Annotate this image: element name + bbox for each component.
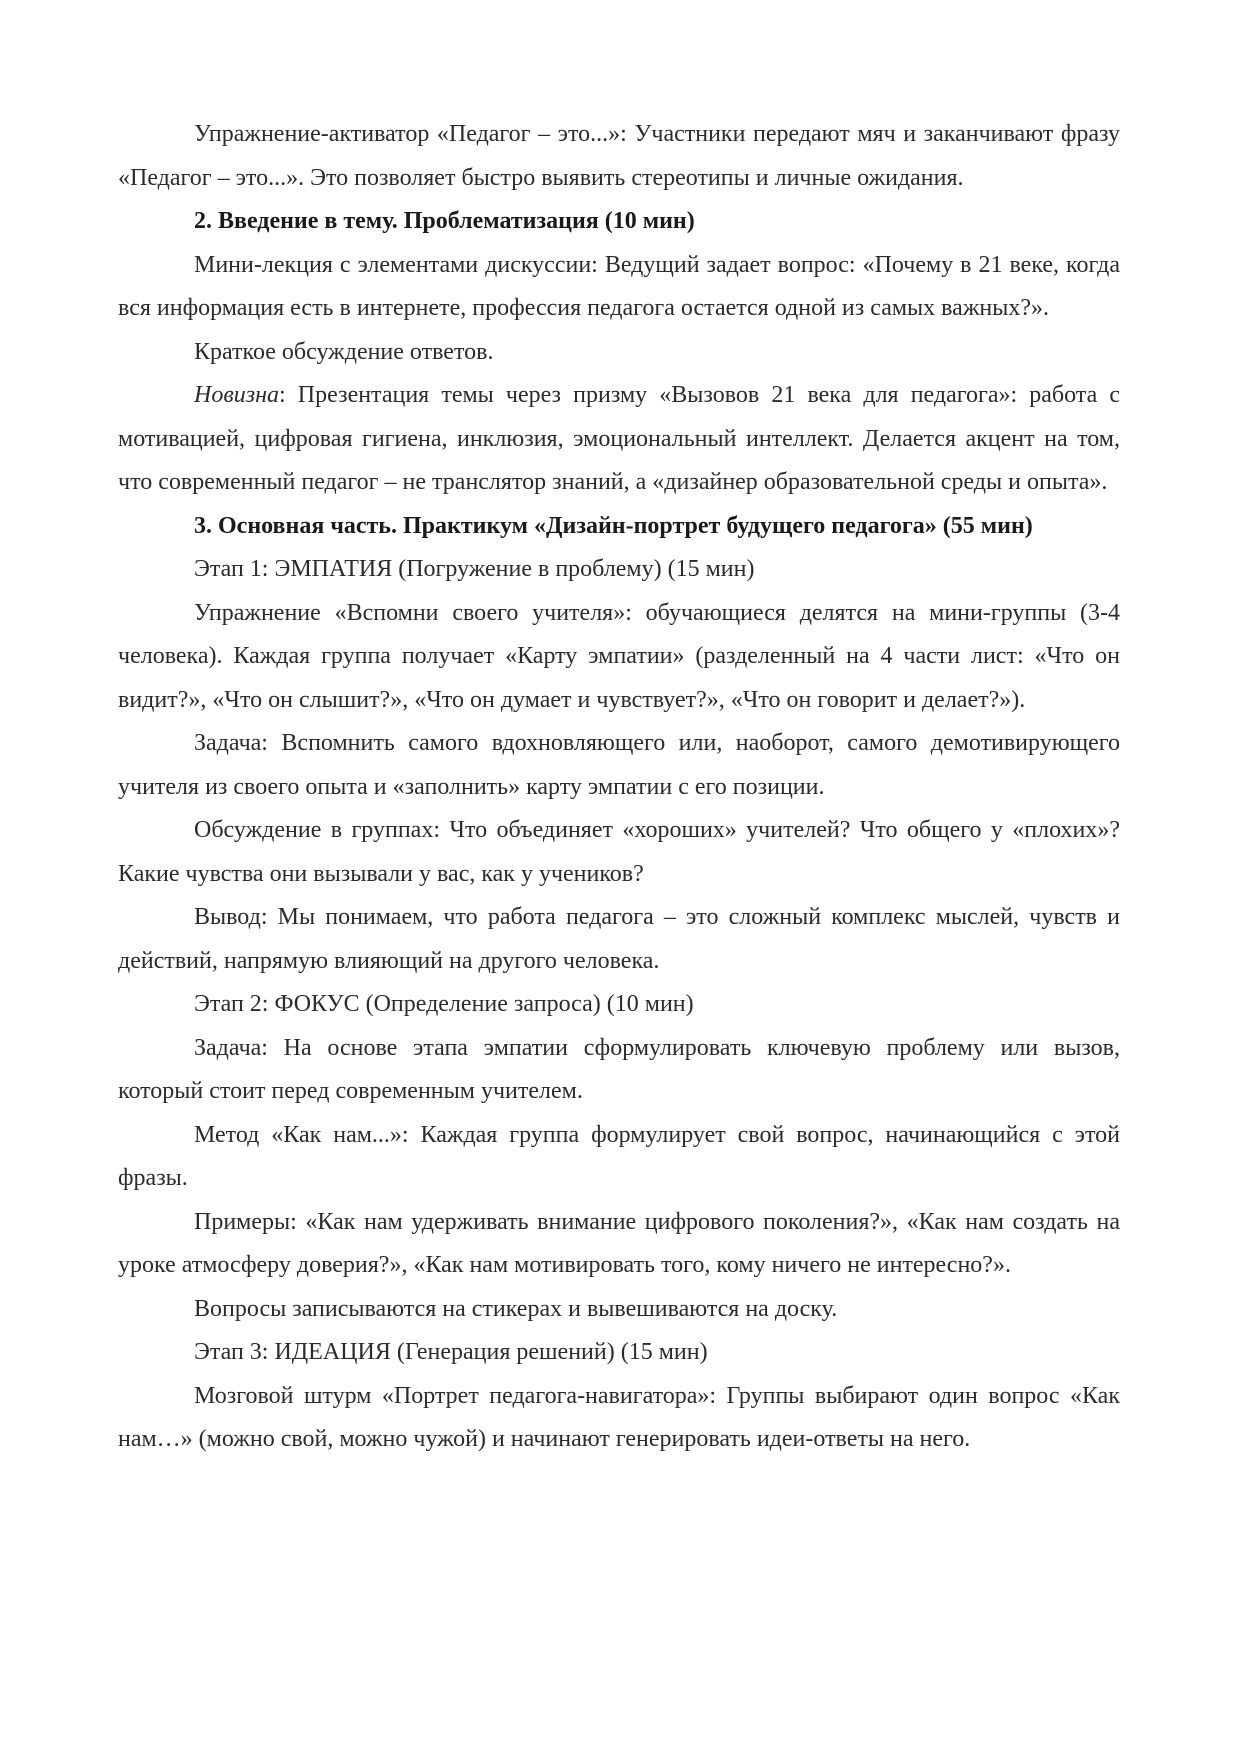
- paragraph-stickers: Вопросы записываются на стикерах и вывешиваются на доску.: [194, 1295, 838, 1322]
- paragraph-brainstorm: Мозговой штурм «Портрет педагога-навигатора»: Группы выбирают один вопрос «Как нам…» (можно свой, можно чужой) и начинают генерировать идеи-ответы на него.: [118, 1382, 1120, 1452]
- paragraph-novelty: [118, 374, 1120, 505]
- paragraph-examples: Примеры: «Как нам удерживать внимание цифрового поколения?», «Как нам создать на уроке атмосферу доверия?», «Как нам мотивировать того, кому ничего не интересно?».: [118, 1208, 1120, 1278]
- paragraph-how-we-method: Метод «Как нам...»: Каждая группа формулирует свой вопрос, начинающийся с этой фразы.: [118, 1121, 1120, 1191]
- paragraph-mini-lecture: Мини-лекция с элементами дискуссии: Ведущий задает вопрос: «Почему в 21 веке, когда вся информация есть в интернете, профессия педагога остается одной из самых важных?».: [118, 251, 1120, 321]
- section-heading-main-part: 3. Основная часть. Практикум «Дизайн-портрет будущего педагога» (55 мин): [194, 512, 1033, 539]
- paragraph-discussion: Краткое обсуждение ответов.: [194, 338, 494, 365]
- stage-1-title: Этап 1: ЭМПАТИЯ (Погружение в проблему) (15 мин): [194, 556, 755, 582]
- novelty-text: : Презентация темы через призму «Вызовов 21 века для педагога»: работа с мотивацией, цифровая гигиена, инклюзия, эмоциональный интеллект. Делается акцент на том, что современный педагог – не транслятор знаний, а «дизайнер образовательной среды и опыта».: [118, 382, 1120, 495]
- paragraph-conclusion: Вывод: Мы понимаем, что работа педагога – это сложный комплекс мыслей, чувств и действий, напрямую влияющий на другого человека.: [118, 904, 1120, 974]
- novelty-label: Новизна: [194, 382, 280, 408]
- paragraph-group-discussion: Обсуждение в группах: Что объединяет «хороших» учителей? Что общего у «плохих»? Какие чувства они вызывали у вас, как у учеников?: [118, 817, 1120, 887]
- paragraph-stage-1-task: Задача: Вспомнить самого вдохновляющего или, наоборот, самого демотивирующего учителя из своего опыта и «заполнить» карту эмпатии с его позиции.: [118, 730, 1120, 800]
- stage-2-title: Этап 2: ФОКУС (Определение запроса) (10 мин): [194, 991, 694, 1017]
- paragraph-activator-exercise: Упражнение-активатор «Педагог – это...»: Участники передают мяч и заканчивают фразу «Педагог – это...». Это позволяет быстро выявить стереотипы и личные ожидания.: [118, 121, 1120, 191]
- paragraph-remember-teacher: Упражнение «Вспомни своего учителя»: обучающиеся делятся на мини-группы (3-4 человека). Каждая группа получает «Карту эмпатии» (разделенный на 4 части лист: «Что он видит?», «Что он слышит?», «Что он думает и чувствует?», «Что он говорит и делает?»).: [118, 599, 1120, 713]
- stage-3-title: Этап 3: ИДЕАЦИЯ (Генерация решений) (15 мин): [194, 1339, 708, 1365]
- paragraph-stage-2-task: Задача: На основе этапа эмпатии сформулировать ключевую проблему или вызов, который стоит перед современным учителем.: [118, 1034, 1120, 1104]
- section-heading-introduction: 2. Введение в тему. Проблематизация (10 мин): [194, 208, 695, 234]
